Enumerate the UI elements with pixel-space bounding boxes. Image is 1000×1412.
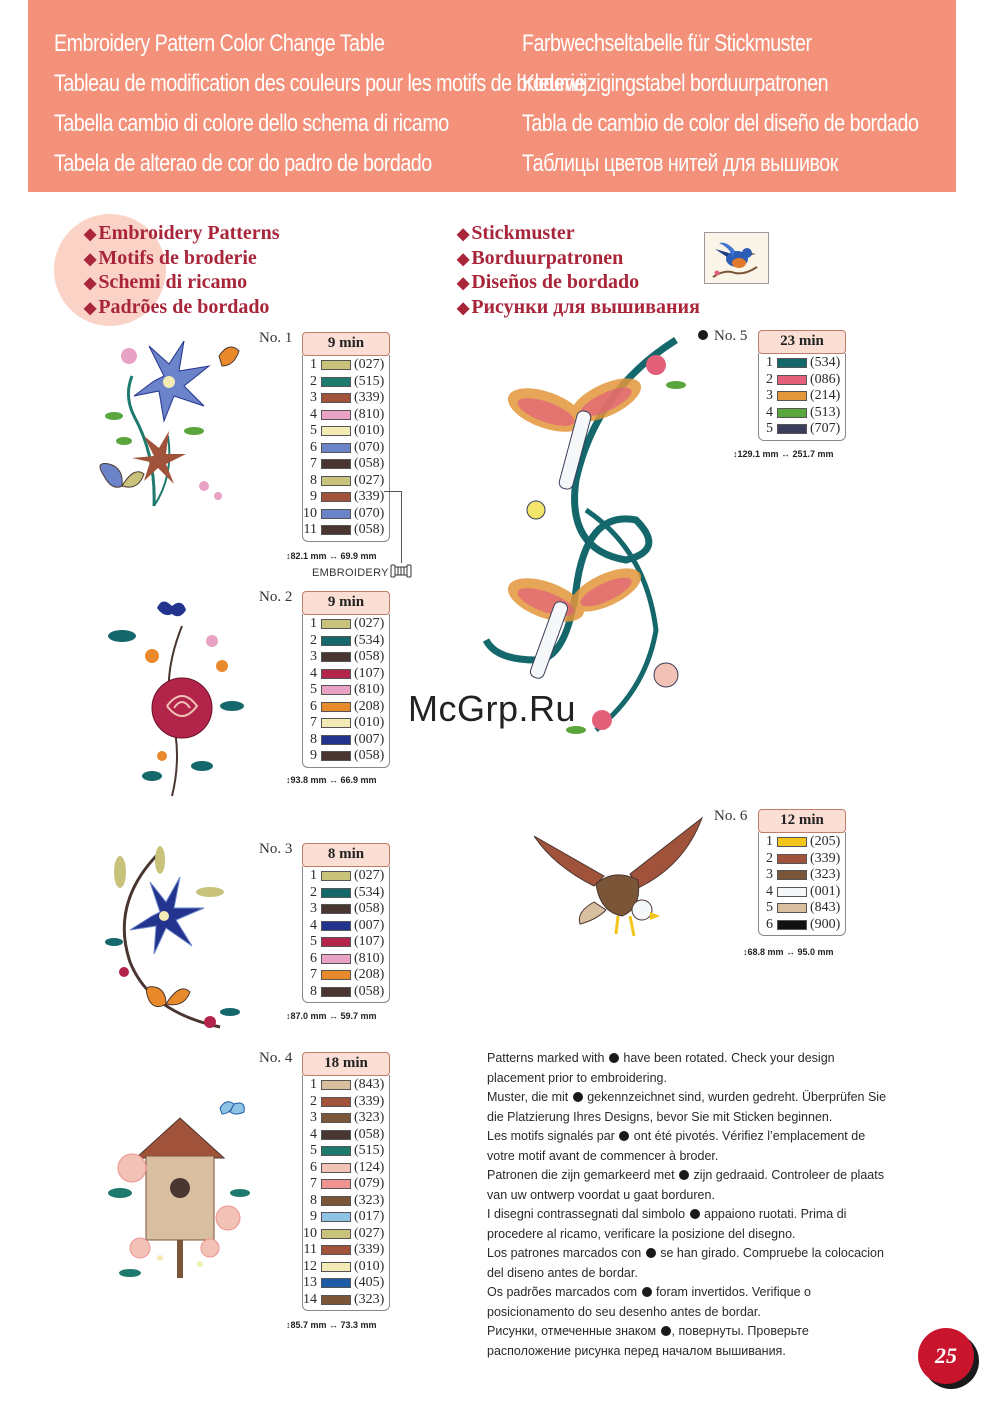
color-row bbox=[303, 748, 389, 765]
color-row bbox=[759, 372, 845, 389]
thread-bracket bbox=[384, 491, 402, 563]
color-step-number: 3 bbox=[766, 388, 773, 404]
thread-color-code: (534) bbox=[354, 884, 385, 900]
color-row bbox=[303, 1160, 389, 1177]
thread-color-code: (534) bbox=[810, 355, 841, 371]
thread-color-code: (323) bbox=[354, 1110, 385, 1126]
height-arrow-icon: ↕ bbox=[286, 775, 291, 785]
color-step-number: 6 bbox=[310, 439, 317, 455]
color-row bbox=[303, 407, 389, 424]
page-number: 25 bbox=[918, 1328, 974, 1384]
color-step-number: 1 bbox=[310, 868, 317, 884]
color-step-number: 5 bbox=[766, 900, 773, 916]
category-item: ◆ Borduurpatronen bbox=[457, 247, 700, 272]
category-list-left bbox=[84, 222, 280, 320]
thread-color-swatch bbox=[321, 904, 351, 914]
color-table-pattern-1 bbox=[302, 332, 390, 542]
thread-color-swatch bbox=[321, 426, 351, 436]
color-step-number: 13 bbox=[303, 1275, 317, 1291]
thread-color-code: (405) bbox=[354, 1275, 385, 1291]
thread-color-swatch bbox=[321, 1179, 351, 1189]
color-step-number: 6 bbox=[310, 1159, 317, 1175]
color-row bbox=[759, 834, 845, 851]
thread-color-swatch bbox=[321, 1262, 351, 1272]
thread-color-code: (027) bbox=[354, 472, 385, 488]
thread-color-swatch bbox=[321, 636, 351, 646]
thread-color-swatch bbox=[321, 937, 351, 947]
thread-color-code: (124) bbox=[354, 1159, 385, 1175]
thread-color-code: (058) bbox=[354, 1126, 385, 1142]
thread-color-swatch bbox=[321, 921, 351, 931]
pattern-number-5: No. 5 bbox=[698, 328, 747, 345]
note-nl: Patronen die zijn gemarkeerd met zijn gedraaid. Controleer de plaats van uw ontwerp voordat u gaat borduren. bbox=[487, 1168, 884, 1202]
color-step-number: 8 bbox=[310, 983, 317, 999]
note-fr: Les motifs signalés par ont été pivotés. Vérifiez l’emplacement de votre motif avant de commencer à broder. bbox=[487, 1129, 866, 1163]
note-pt: Os padrões marcados com foram invertidos. Verifique o posicionamento do seu desenho antes de bordar. bbox=[487, 1285, 811, 1319]
thread-color-swatch bbox=[777, 408, 807, 418]
thread-color-swatch bbox=[321, 1212, 351, 1222]
color-table-pattern-6 bbox=[758, 809, 846, 936]
thread-color-code: (515) bbox=[354, 1143, 385, 1159]
header-title-fr: Tableau de modification des couleurs pour les motifs de broderie bbox=[54, 70, 585, 97]
thread-color-swatch bbox=[321, 525, 351, 535]
color-row bbox=[303, 456, 389, 473]
thread-color-code: (027) bbox=[354, 616, 385, 632]
note-en: Patterns marked with have been rotated. Check your design placement prior to embroidering. bbox=[487, 1051, 835, 1085]
thread-color-code: (086) bbox=[810, 371, 841, 387]
rotation-notes bbox=[487, 1049, 887, 1361]
category-item: ◆ Diseños de bordado bbox=[457, 271, 700, 296]
rotated-marker-icon bbox=[619, 1131, 629, 1141]
color-step-number: 5 bbox=[310, 682, 317, 698]
color-step-number: 4 bbox=[310, 665, 317, 681]
thread-color-swatch bbox=[321, 492, 351, 502]
color-row bbox=[759, 421, 845, 438]
thread-color-code: (107) bbox=[354, 665, 385, 681]
color-row bbox=[303, 918, 389, 935]
stitch-time: 23 min bbox=[758, 330, 846, 354]
thread-color-code: (027) bbox=[354, 357, 385, 373]
rotated-marker-icon bbox=[642, 1287, 652, 1297]
color-row bbox=[303, 1094, 389, 1111]
thread-color-swatch bbox=[321, 459, 351, 469]
floral-butterfly-embroidery-1 bbox=[94, 336, 244, 516]
color-step-number: 9 bbox=[310, 748, 317, 764]
thread-color-swatch bbox=[321, 1278, 351, 1288]
color-rows bbox=[302, 866, 390, 1003]
color-row bbox=[759, 884, 845, 901]
rose-embroidery-2 bbox=[92, 596, 252, 806]
color-row bbox=[303, 1193, 389, 1210]
thread-color-code: (205) bbox=[810, 834, 841, 850]
header-title-nl: Kleurwijzigingstabel borduurpatronen bbox=[522, 70, 829, 97]
thread-color-swatch bbox=[321, 377, 351, 387]
color-row bbox=[759, 867, 845, 884]
color-step-number: 4 bbox=[310, 1126, 317, 1142]
thread-color-code: (010) bbox=[354, 423, 385, 439]
header-titles-right bbox=[522, 24, 1000, 184]
thread-color-code: (810) bbox=[354, 406, 385, 422]
thread-color-code: (515) bbox=[354, 373, 385, 389]
color-step-number: 2 bbox=[310, 1093, 317, 1109]
thread-color-swatch bbox=[321, 652, 351, 662]
header-title-pt: Tabela de alterao de cor do padro de bordado bbox=[54, 150, 432, 177]
color-row bbox=[303, 1275, 389, 1292]
pattern-dimensions: ↕93.8 mm ↔ 66.9 mm bbox=[286, 775, 377, 785]
color-row bbox=[303, 423, 389, 440]
color-step-number: 5 bbox=[766, 421, 773, 437]
color-step-number: 5 bbox=[310, 934, 317, 950]
color-step-number: 8 bbox=[310, 731, 317, 747]
thread-color-code: (007) bbox=[354, 731, 385, 747]
thread-color-code: (058) bbox=[354, 649, 385, 665]
thread-color-code: (079) bbox=[354, 1176, 385, 1192]
thread-color-code: (058) bbox=[354, 456, 385, 472]
color-row bbox=[303, 522, 389, 539]
thread-color-code: (323) bbox=[354, 1192, 385, 1208]
note-de: Muster, die mit gekennzeichnet sind, wurden gedreht. Überprüfen Sie die Platzierung Ihres Designs, bevor Sie mit Sticken beginnen. bbox=[487, 1090, 887, 1124]
color-row bbox=[303, 682, 389, 699]
color-rows bbox=[302, 1075, 390, 1311]
thread-color-code: (058) bbox=[354, 522, 385, 538]
thread-color-swatch bbox=[777, 887, 807, 897]
color-step-number: 3 bbox=[310, 901, 317, 917]
color-row bbox=[303, 1242, 389, 1259]
rotated-marker-icon bbox=[609, 1053, 619, 1063]
color-step-number: 6 bbox=[766, 916, 773, 932]
color-row bbox=[759, 851, 845, 868]
color-step-number: 3 bbox=[310, 390, 317, 406]
color-row bbox=[303, 967, 389, 984]
thread-color-swatch bbox=[777, 424, 807, 434]
header-title-es: Tabla de cambio de color del diseño de bordado bbox=[522, 110, 919, 137]
color-row bbox=[303, 489, 389, 506]
color-row bbox=[303, 506, 389, 523]
rotated-marker-icon bbox=[690, 1209, 700, 1219]
category-item: ◆ Embroidery Patterns bbox=[84, 222, 280, 247]
thread-color-swatch bbox=[321, 751, 351, 761]
thread-color-swatch bbox=[321, 393, 351, 403]
header-title-de: Farbwechseltabelle für Stickmuster bbox=[522, 30, 812, 57]
color-step-number: 5 bbox=[310, 423, 317, 439]
color-row bbox=[303, 666, 389, 683]
pattern-number-3: No. 3 bbox=[259, 841, 293, 857]
thread-color-swatch bbox=[321, 871, 351, 881]
thread-color-code: (001) bbox=[810, 883, 841, 899]
note-es: Los patrones marcados con se han girado. Compruebe la colocacion del diseno antes de bordar. bbox=[487, 1246, 884, 1280]
color-row bbox=[303, 934, 389, 951]
thread-color-swatch bbox=[777, 358, 807, 368]
eagle-embroidery-6 bbox=[534, 816, 704, 940]
note-it: I disegni contrassegnati dal simbolo appaiono ruotati. Prima di procedere al ricamo, verificare la posizione del disegno. bbox=[487, 1207, 847, 1241]
color-step-number: 6 bbox=[310, 698, 317, 714]
thread-color-swatch bbox=[321, 1163, 351, 1173]
color-table-pattern-4 bbox=[302, 1052, 390, 1311]
category-item: ◆ Рисунки для вышивания bbox=[457, 296, 700, 321]
thread-color-swatch bbox=[777, 391, 807, 401]
stitch-time: 8 min bbox=[302, 843, 390, 867]
bird-pattern-thumbnail bbox=[704, 232, 769, 284]
thread-color-swatch bbox=[321, 1295, 351, 1305]
color-row bbox=[759, 388, 845, 405]
pattern-dimensions: ↕85.7 mm ↔ 73.3 mm bbox=[286, 1320, 377, 1330]
color-step-number: 3 bbox=[766, 867, 773, 883]
color-step-number: 2 bbox=[766, 371, 773, 387]
thread-color-swatch bbox=[321, 476, 351, 486]
header-banner bbox=[28, 0, 956, 192]
clematis-butterfly-embroidery-3 bbox=[100, 842, 250, 1038]
thread-color-swatch bbox=[321, 1097, 351, 1107]
thread-color-swatch bbox=[321, 509, 351, 519]
color-step-number: 2 bbox=[310, 884, 317, 900]
category-item: ◆ Padrões de bordado bbox=[84, 296, 280, 321]
pattern-number-2: No. 2 bbox=[259, 589, 293, 605]
color-step-number: 2 bbox=[766, 850, 773, 866]
color-step-number: 6 bbox=[310, 950, 317, 966]
header-title-it: Tabella cambio di colore dello schema di ricamo bbox=[54, 110, 449, 137]
stitch-time: 18 min bbox=[302, 1052, 390, 1076]
color-table-pattern-5 bbox=[758, 330, 846, 441]
color-row bbox=[759, 917, 845, 934]
thread-color-swatch bbox=[321, 888, 351, 898]
thread-color-code: (323) bbox=[810, 867, 841, 883]
color-row bbox=[303, 901, 389, 918]
thread-color-code: (707) bbox=[810, 421, 841, 437]
thread-color-code: (339) bbox=[354, 489, 385, 505]
thread-color-swatch bbox=[777, 870, 807, 880]
color-step-number: 1 bbox=[310, 1077, 317, 1093]
thread-color-swatch bbox=[321, 360, 351, 370]
bird-icon bbox=[705, 233, 768, 283]
stitch-time: 9 min bbox=[302, 332, 390, 356]
thread-color-swatch bbox=[321, 669, 351, 679]
dragonfly-ribbon-embroidery-5 bbox=[476, 330, 696, 750]
stitch-time: 12 min bbox=[758, 809, 846, 833]
birdhouse-embroidery-4 bbox=[100, 1098, 260, 1288]
color-step-number: 11 bbox=[303, 522, 317, 538]
color-step-number: 8 bbox=[310, 472, 317, 488]
color-rows bbox=[758, 353, 846, 441]
color-row bbox=[303, 732, 389, 749]
color-step-number: 4 bbox=[310, 406, 317, 422]
color-row bbox=[303, 473, 389, 490]
color-row bbox=[303, 1176, 389, 1193]
color-row bbox=[303, 715, 389, 732]
color-step-number: 1 bbox=[766, 834, 773, 850]
thread-color-code: (058) bbox=[354, 748, 385, 764]
rotated-marker-icon bbox=[661, 1326, 671, 1336]
color-row bbox=[303, 390, 389, 407]
thread-color-swatch bbox=[777, 375, 807, 385]
thread-color-code: (107) bbox=[354, 934, 385, 950]
thread-color-swatch bbox=[321, 970, 351, 980]
color-row bbox=[303, 984, 389, 1001]
color-rows bbox=[758, 832, 846, 936]
color-row bbox=[303, 885, 389, 902]
color-row bbox=[303, 868, 389, 885]
color-step-number: 11 bbox=[303, 1242, 317, 1258]
pattern-dimensions: ↕68.8 mm ↔ 95.0 mm bbox=[743, 947, 834, 957]
color-row bbox=[303, 649, 389, 666]
thread-color-code: (339) bbox=[354, 390, 385, 406]
color-step-number: 10 bbox=[303, 505, 317, 521]
color-step-number: 1 bbox=[310, 616, 317, 632]
header-title-ru: Таблицы цветов нитей для вышивок bbox=[522, 150, 838, 177]
pattern-dimensions: ↕82.1 mm ↔ 69.9 mm bbox=[286, 551, 377, 561]
color-rows bbox=[302, 355, 390, 542]
height-arrow-icon: ↕ bbox=[286, 551, 291, 561]
thread-spool-icon bbox=[390, 564, 412, 578]
color-step-number: 8 bbox=[310, 1192, 317, 1208]
color-row bbox=[303, 1259, 389, 1276]
thread-color-code: (010) bbox=[354, 715, 385, 731]
watermark: McGrp.Ru bbox=[408, 688, 577, 729]
color-step-number: 7 bbox=[310, 1176, 317, 1192]
color-row bbox=[303, 1209, 389, 1226]
thread-color-code: (027) bbox=[354, 1225, 385, 1241]
pattern-number-4: No. 4 bbox=[259, 1050, 293, 1066]
color-step-number: 4 bbox=[310, 917, 317, 933]
color-step-number: 1 bbox=[310, 357, 317, 373]
rotated-marker-icon bbox=[646, 1248, 656, 1258]
color-row bbox=[303, 616, 389, 633]
thread-color-code: (810) bbox=[354, 950, 385, 966]
thread-color-swatch bbox=[321, 1196, 351, 1206]
color-row bbox=[303, 1292, 389, 1309]
color-rows bbox=[302, 614, 390, 768]
note-ru: Рисунки, отмеченные знаком , повернуты. Проверьте расположение рисунка перед началом вышивания. bbox=[487, 1324, 809, 1358]
rotated-marker-icon bbox=[698, 330, 708, 340]
color-table-pattern-3 bbox=[302, 843, 390, 1003]
pattern-number-6: No. 6 bbox=[714, 808, 748, 824]
color-row bbox=[303, 1077, 389, 1094]
thread-color-code: (017) bbox=[354, 1209, 385, 1225]
thread-color-swatch bbox=[321, 1146, 351, 1156]
thread-color-swatch bbox=[777, 854, 807, 864]
thread-color-code: (513) bbox=[810, 404, 841, 420]
color-row bbox=[303, 1110, 389, 1127]
thread-color-code: (058) bbox=[354, 901, 385, 917]
color-step-number: 3 bbox=[310, 649, 317, 665]
thread-color-swatch bbox=[321, 685, 351, 695]
color-row bbox=[759, 900, 845, 917]
pattern-number-1: No. 1 bbox=[259, 330, 293, 346]
thread-color-code: (027) bbox=[354, 868, 385, 884]
thread-color-swatch bbox=[321, 718, 351, 728]
color-step-number: 4 bbox=[766, 883, 773, 899]
color-step-number: 5 bbox=[310, 1143, 317, 1159]
thread-color-code: (010) bbox=[354, 1258, 385, 1274]
color-step-number: 4 bbox=[766, 404, 773, 420]
thread-color-swatch bbox=[777, 903, 807, 913]
color-step-number: 2 bbox=[310, 373, 317, 389]
thread-color-swatch bbox=[777, 837, 807, 847]
color-step-number: 7 bbox=[310, 456, 317, 472]
thread-color-swatch bbox=[321, 735, 351, 745]
thread-color-swatch bbox=[321, 443, 351, 453]
color-row bbox=[303, 374, 389, 391]
pattern-dimensions: ↕129.1 mm ↔ 251.7 mm bbox=[733, 449, 834, 459]
stitch-time: 9 min bbox=[302, 591, 390, 615]
thread-color-swatch bbox=[321, 1130, 351, 1140]
color-row bbox=[303, 1127, 389, 1144]
color-row bbox=[303, 357, 389, 374]
thread-color-code: (339) bbox=[354, 1093, 385, 1109]
category-item: ◆ Schemi di ricamo bbox=[84, 271, 280, 296]
thread-color-code: (070) bbox=[354, 439, 385, 455]
color-row bbox=[303, 440, 389, 457]
thread-color-swatch bbox=[321, 1113, 351, 1123]
thread-color-swatch bbox=[321, 410, 351, 420]
thread-color-swatch bbox=[321, 702, 351, 712]
thread-color-code: (208) bbox=[354, 967, 385, 983]
category-item: ◆ Stickmuster bbox=[457, 222, 700, 247]
color-row bbox=[303, 699, 389, 716]
color-step-number: 12 bbox=[303, 1258, 317, 1274]
color-step-number: 3 bbox=[310, 1110, 317, 1126]
rotated-marker-icon bbox=[679, 1170, 689, 1180]
thread-color-swatch bbox=[321, 954, 351, 964]
color-step-number: 7 bbox=[310, 715, 317, 731]
color-step-number: 10 bbox=[303, 1225, 317, 1241]
height-arrow-icon: ↕ bbox=[286, 1320, 291, 1330]
thread-color-code: (208) bbox=[354, 698, 385, 714]
color-step-number: 14 bbox=[303, 1291, 317, 1307]
thread-color-swatch bbox=[321, 619, 351, 629]
height-arrow-icon: ↕ bbox=[743, 947, 748, 957]
color-row bbox=[303, 1226, 389, 1243]
height-arrow-icon: ↕ bbox=[733, 449, 738, 459]
color-table-pattern-2 bbox=[302, 591, 390, 768]
color-step-number: 2 bbox=[310, 632, 317, 648]
color-row bbox=[759, 405, 845, 422]
pattern-dimensions: ↕87.0 mm ↔ 59.7 mm bbox=[286, 1011, 377, 1021]
thread-color-code: (339) bbox=[810, 850, 841, 866]
thread-color-code: (058) bbox=[354, 983, 385, 999]
thread-color-code: (534) bbox=[354, 632, 385, 648]
thread-color-code: (900) bbox=[810, 916, 841, 932]
thread-color-code: (810) bbox=[354, 682, 385, 698]
header-title-en: Embroidery Pattern Color Change Table bbox=[54, 30, 385, 57]
thread-color-code: (007) bbox=[354, 917, 385, 933]
thread-color-code: (339) bbox=[354, 1242, 385, 1258]
thread-color-code: (214) bbox=[810, 388, 841, 404]
color-row bbox=[759, 355, 845, 372]
color-step-number: 7 bbox=[310, 967, 317, 983]
color-row bbox=[303, 633, 389, 650]
height-arrow-icon: ↕ bbox=[286, 1011, 291, 1021]
embroidery-label: EMBROIDERY bbox=[312, 567, 389, 579]
color-row bbox=[303, 1143, 389, 1160]
color-row bbox=[303, 951, 389, 968]
rotated-marker-icon bbox=[573, 1092, 583, 1102]
thread-color-swatch bbox=[321, 987, 351, 997]
color-step-number: 9 bbox=[310, 1209, 317, 1225]
category-item: ◆ Motifs de broderie bbox=[84, 247, 280, 272]
thread-color-swatch bbox=[777, 920, 807, 930]
thread-color-code: (843) bbox=[354, 1077, 385, 1093]
color-step-number: 1 bbox=[766, 355, 773, 371]
thread-color-swatch bbox=[321, 1080, 351, 1090]
category-list-right bbox=[457, 222, 700, 320]
thread-color-code: (070) bbox=[354, 505, 385, 521]
thread-color-swatch bbox=[321, 1229, 351, 1239]
color-step-number: 9 bbox=[310, 489, 317, 505]
thread-color-code: (843) bbox=[810, 900, 841, 916]
thread-color-code: (323) bbox=[354, 1291, 385, 1307]
thread-color-swatch bbox=[321, 1245, 351, 1255]
